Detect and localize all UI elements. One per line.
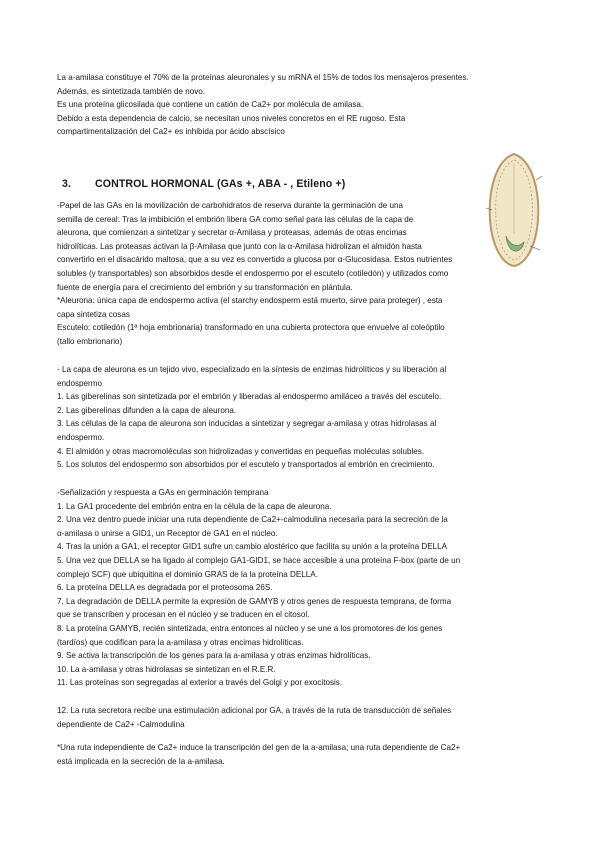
- list-item: 2. Las giberelinas difunden a la capa de aleurona.: [57, 405, 237, 415]
- text-line: semilla de cereal: Tras la imbibición el embrión libera GA como señal para las células de la capa de: [57, 214, 414, 224]
- list-item: 6. La proteína DELLA es degradada por el proteosoma 26S.: [57, 583, 273, 593]
- text-line: La a-amilasa constituye el 70% de la proteínas aleuronales y su mRNA el 15% de todos los mensajeros presentes.: [57, 73, 469, 82]
- paragraph-gas-role: [57, 199, 522, 349]
- text-line: α-amilasa o unirse a GID1, un Receptor de GA1 en el núcleo.: [57, 528, 278, 538]
- text-line: convertirlo en el disacárido maltosa, que a su vez es convertido a glucosa por α-Glucosidasa. Estos nutrientes: [57, 255, 453, 265]
- list-item: 2. Una vez dentro puede iniciar una ruta dependiente de Ca2+-calmodulina necesaria para la secreción de la: [57, 515, 448, 525]
- text-line: (tardíos) que codifican para la a-amilasa y otras encimas hidrolíticas.: [57, 637, 304, 647]
- list-item: 4. El almidón y otras macromoléculas son hidrolizadas y convertidas en pequeñas moléculas solubles.: [57, 446, 425, 456]
- text-line: Escutelo: cotiledón (1ª hoja embrionaria) transformado en una cubierta protectora que envuelve al coleóptilo: [57, 323, 445, 333]
- list-item: 8. La proteína GAMYB, recién sintetizada, entra entonces al núcleo y se une a los promotores de los genes: [57, 623, 443, 633]
- text-line: -Señalización y respuesta a GAs en germinación temprana: [57, 488, 269, 497]
- text-line: -Papel de las GAs en la movilización de carbohidratos de reserva durante la germinación de una: [57, 201, 403, 210]
- section-number: 3.: [62, 178, 72, 190]
- text-line: complejo SCF) que ubiquitina el dominio GRAS de la la proteína DELLA.: [57, 569, 318, 579]
- list-item: 10. La a-amilasa y otras hidrolasas se sintetizan en el R.E.R.: [57, 664, 276, 674]
- text-line: solubles (y transportables) son absorbidos desde el endospermo por el escutelo (cotiledón) y utilizados como: [57, 268, 449, 278]
- list-item: 12. La ruta secretora recibe una estimulación adicional por GA, a través de la ruta de transducción de señales: [57, 706, 452, 715]
- text-line: endospermo.: [57, 432, 105, 442]
- text-line: hidrolíticas. Las proteasas activan la β-Amilasa que junto con la α-Amilasa hidrolizan el almidón hasta: [57, 241, 422, 251]
- paragraph-ga-signaling: [57, 486, 522, 690]
- list-item: 1. Las giberelinas son sintetizada por el embrión y liberadas al endospermo amiláceo a través del escutelo.: [57, 392, 442, 402]
- text-line: Es una proteína glicosilada que contiene un catión de Ca2+ por molécula de amilasa.: [57, 100, 364, 110]
- text-line: dependiente de Ca2+ -Calmodulina: [57, 719, 185, 729]
- list-item: 1. La GA1 procedente del embrión entra en la célula de la capa de aleurona.: [57, 501, 332, 511]
- paragraph-aleurone-layer: [57, 363, 522, 472]
- list-item: 4. Tras la unión a GA1, el receptor GID1 sufre un cambio alostérico que facilita su unión a la proteína DELLA: [57, 542, 448, 552]
- text-line: Debido a esta dependencia de calcio, se necesitan unos niveles concretos en el RE rugoso. Esta: [57, 113, 406, 123]
- text-line: endospermo: [57, 378, 102, 388]
- text-line: *Una ruta independiente de Ca2+ induce la transcripción del gen de la a-amilasa; una ruta dependiente de Ca2+: [57, 743, 461, 752]
- text-line: *Aleurona: única capa de endospermo activa (el starchy endosperm está muerto, sirve para proteger) , esta: [57, 296, 443, 306]
- paragraph-calcium-note: [57, 741, 522, 768]
- text-line: aleurona, que comienzan a sintetizar y secretar α-Amilasa y proteasas, además de otras encimas: [57, 228, 407, 238]
- text-line: - La capa de aleurona es un tejido vivo, especializado en la síntesis de enzimas hidrolíticos y su liberación al: [57, 365, 447, 374]
- list-item: 11. Las proteínas son segregadas al exterior a través del Golgi y por exocitosis.: [57, 678, 343, 688]
- text-line: fuente de energía para el crecimiento del embrión y su transformación en plántula.: [57, 282, 353, 292]
- list-item: 7. La degradación de DELLA permite la expresión de GAMYB y otros genes de respuesta temprana, de forma: [57, 596, 452, 606]
- section-title: CONTROL HORMONAL (GAs +, ABA - , Etileno +): [95, 178, 346, 190]
- list-item: 5. Una vez que DELLA se ha ligado al complejo GA1-GID1, se hace accesible a una proteína F-box (parte de un: [57, 555, 461, 565]
- list-item: 5. Los solutos del endospermo son absorbidos por el escutelo y transportados al embrión en crecimiento.: [57, 460, 435, 470]
- section-heading: [62, 178, 345, 190]
- text-line: Además, es sintetizada también de novo.: [57, 86, 206, 96]
- text-line: que se transcriben y procesan en el núcleo y se traducen en el citosol.: [57, 610, 310, 620]
- paragraph-secretory-route: [57, 704, 522, 731]
- intro-paragraph: [57, 71, 522, 139]
- text-line: está implicada en la secreción de la a-amilasa.: [57, 756, 225, 766]
- text-line: compartimentalización del Ca2+ es inhibida por ácido abscísico: [57, 127, 285, 137]
- list-item: 9. Se activa la transcripción de los genes para la a-amilasa y otras enzimas hidrolíticas.: [57, 651, 371, 661]
- list-item: 3. Las células de la capa de aleurona son inducidas a sintetizar y segregar a-amilasa y otras hidrolasas al: [57, 419, 437, 429]
- text-line: (tallo embrionario): [57, 336, 123, 346]
- text-line: capa sintetiza cosas: [57, 309, 130, 319]
